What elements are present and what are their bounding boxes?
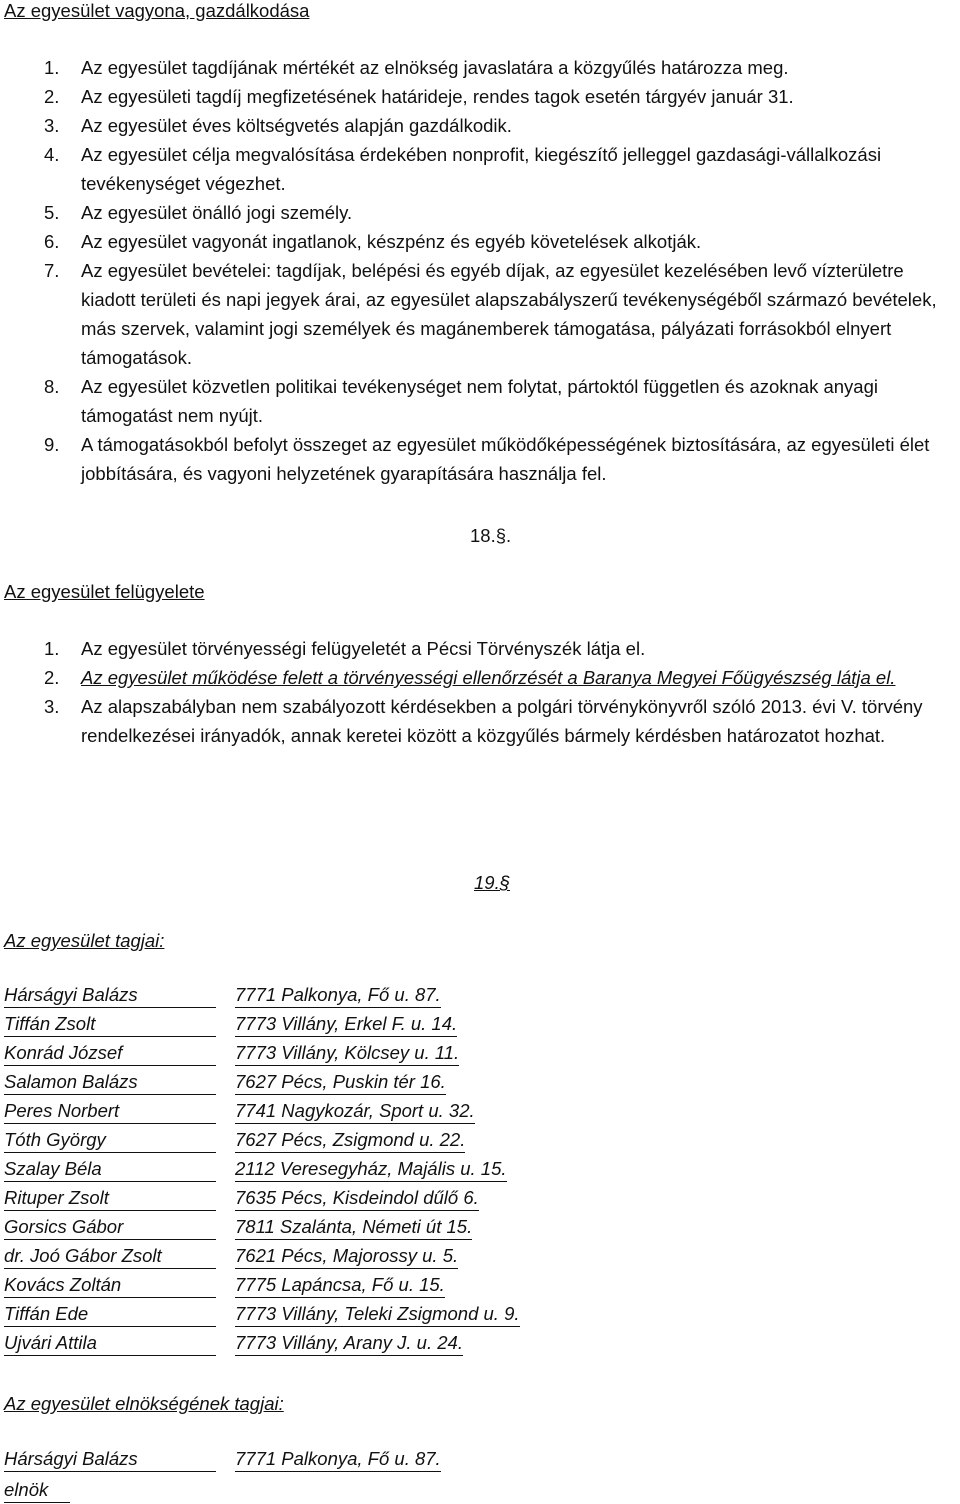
member-address: 7775 Lapáncsa, Fő u. 15. — [235, 1273, 445, 1298]
list-item: 8. Az egyesület közvetlen politikai tevékenységet nem folytat, pártoktól független és azoknak anyagi támogatást nem nyújt. — [44, 376, 878, 426]
member-name: Tóth György — [4, 1128, 216, 1153]
section-heading-elnokseg: Az egyesület elnökségének tagjai: — [4, 1393, 284, 1414]
member-address: 7627 Pécs, Zsigmond u. 22. — [235, 1128, 465, 1153]
member-name: Ujvári Attila — [4, 1331, 216, 1356]
member-row — [4, 1331, 604, 1360]
member-row — [4, 983, 604, 1012]
member-name: Salamon Balázs — [4, 1070, 216, 1095]
member-row — [4, 1215, 604, 1244]
member-address: 7773 Villány, Erkel F. u. 14. — [235, 1012, 457, 1037]
member-name: Hárságyi Balázs — [4, 983, 216, 1008]
member-name: Tiffán Zsolt — [4, 1012, 216, 1037]
felugyelet-list — [0, 634, 955, 750]
members-list — [4, 983, 604, 1360]
member-address: 7773 Villány, Arany J. u. 24. — [235, 1331, 463, 1356]
section-heading-felugyelet: Az egyesület felügyelete — [4, 581, 205, 602]
list-item: 3. Az egyesület éves költségvetés alapján gazdálkodik. — [44, 115, 512, 136]
list-item: 1. Az egyesület tagdíjának mértékét az elnökség javaslatára a közgyűlés határozza meg. — [44, 57, 789, 78]
board-members-list — [4, 1447, 604, 1476]
member-name: dr. Joó Gábor Zsolt — [4, 1244, 216, 1269]
member-address: 7621 Pécs, Majorossy u. 5. — [235, 1244, 458, 1269]
list-item: 9. A támogatásokból befolyt összeget az egyesület működőképességének biztosítására, az egyesületi élet jobbítására, és vagyoni helyzetének gyarapítására használja fel. — [44, 434, 930, 484]
member-address: 7773 Villány, Kölcsey u. 11. — [235, 1041, 459, 1066]
member-row — [4, 1012, 604, 1041]
member-row — [4, 1099, 604, 1128]
vagyon-list — [0, 53, 955, 488]
member-row — [4, 1302, 604, 1331]
list-item: 1. Az egyesület törvényességi felügyeletét a Pécsi Törvényszék látja el. — [44, 638, 646, 659]
member-row — [4, 1244, 604, 1273]
member-address: 7811 Szalánta, Németi út 15. — [235, 1215, 472, 1240]
member-name: Rituper Zsolt — [4, 1186, 216, 1211]
member-address: 7771 Palkonya, Fő u. 87. — [235, 1447, 441, 1472]
member-row — [4, 1128, 604, 1157]
member-row — [4, 1070, 604, 1099]
list-item: 7. Az egyesület bevételei: tagdíjak, belépési és egyéb díjak, az egyesület kezelésében levő vízterületre kiadott területi és napi jegyek árai, az egyesület alapszabályszerű tevékenységéből származó bevételek, más szervek, valamint jogi személyek és magánemberek támogatása, pályázati forrásokból elnyert támogatások. — [44, 260, 937, 368]
member-name: Szalay Béla — [4, 1157, 216, 1182]
member-name: Peres Norbert — [4, 1099, 216, 1124]
list-item: 2. Az egyesületi tagdíj megfizetésének határideje, rendes tagok esetén tárgyév január 31. — [44, 86, 794, 107]
member-address: 7627 Pécs, Puskin tér 16. — [235, 1070, 446, 1095]
member-row — [4, 1273, 604, 1302]
member-name: Hárságyi Balázs — [4, 1447, 216, 1472]
list-item: 2. Az egyesület működése felett a törvényességi ellenőrzését a Baranya Megyei Főügyészség látja el. — [44, 667, 896, 688]
member-name: Gorsics Gábor — [4, 1215, 216, 1240]
member-address: 7771 Palkonya, Fő u. 87. — [235, 983, 441, 1008]
member-address: 7635 Pécs, Kisdeindol dűlő 6. — [235, 1186, 479, 1211]
member-row — [4, 1447, 604, 1476]
member-address: 7741 Nagykozár, Sport u. 32. — [235, 1099, 475, 1124]
section-number-19: 19.§ — [474, 872, 511, 893]
member-address: 2112 Veresegyház, Majális u. 15. — [235, 1157, 507, 1182]
member-name: Tiffán Ede — [4, 1302, 216, 1327]
member-row — [4, 1041, 604, 1070]
list-item: 6. Az egyesület vagyonát ingatlanok, készpénz és egyéb követelések alkotják. — [44, 231, 702, 252]
board-role: elnök — [4, 1478, 70, 1503]
member-row — [4, 1186, 604, 1215]
section-number-18: 18.§. — [470, 525, 512, 546]
section-heading-vagyon: Az egyesület vagyona, gazdálkodása — [4, 0, 310, 21]
member-row — [4, 1157, 604, 1186]
section-heading-tagok: Az egyesület tagjai: — [4, 930, 165, 951]
list-item: 4. Az egyesület célja megvalósítása érdekében nonprofit, kiegészítő jelleggel gazdasági-vállalkozási tevékenységet végezhet. — [44, 144, 882, 194]
member-address: 7773 Villány, Teleki Zsigmond u. 9. — [235, 1302, 520, 1327]
member-name: Kovács Zoltán — [4, 1273, 216, 1298]
list-item: 5. Az egyesület önálló jogi személy. — [44, 202, 353, 223]
list-item: 3. Az alapszabályban nem szabályozott kérdésekben a polgári törvénykönyvről szóló 2013. évi V. törvény rendelkezései irányadók, annak keretei között a közgyűlés bármely kérdésben határozatot hozhat. — [44, 696, 923, 746]
member-name: Konrád József — [4, 1041, 216, 1066]
